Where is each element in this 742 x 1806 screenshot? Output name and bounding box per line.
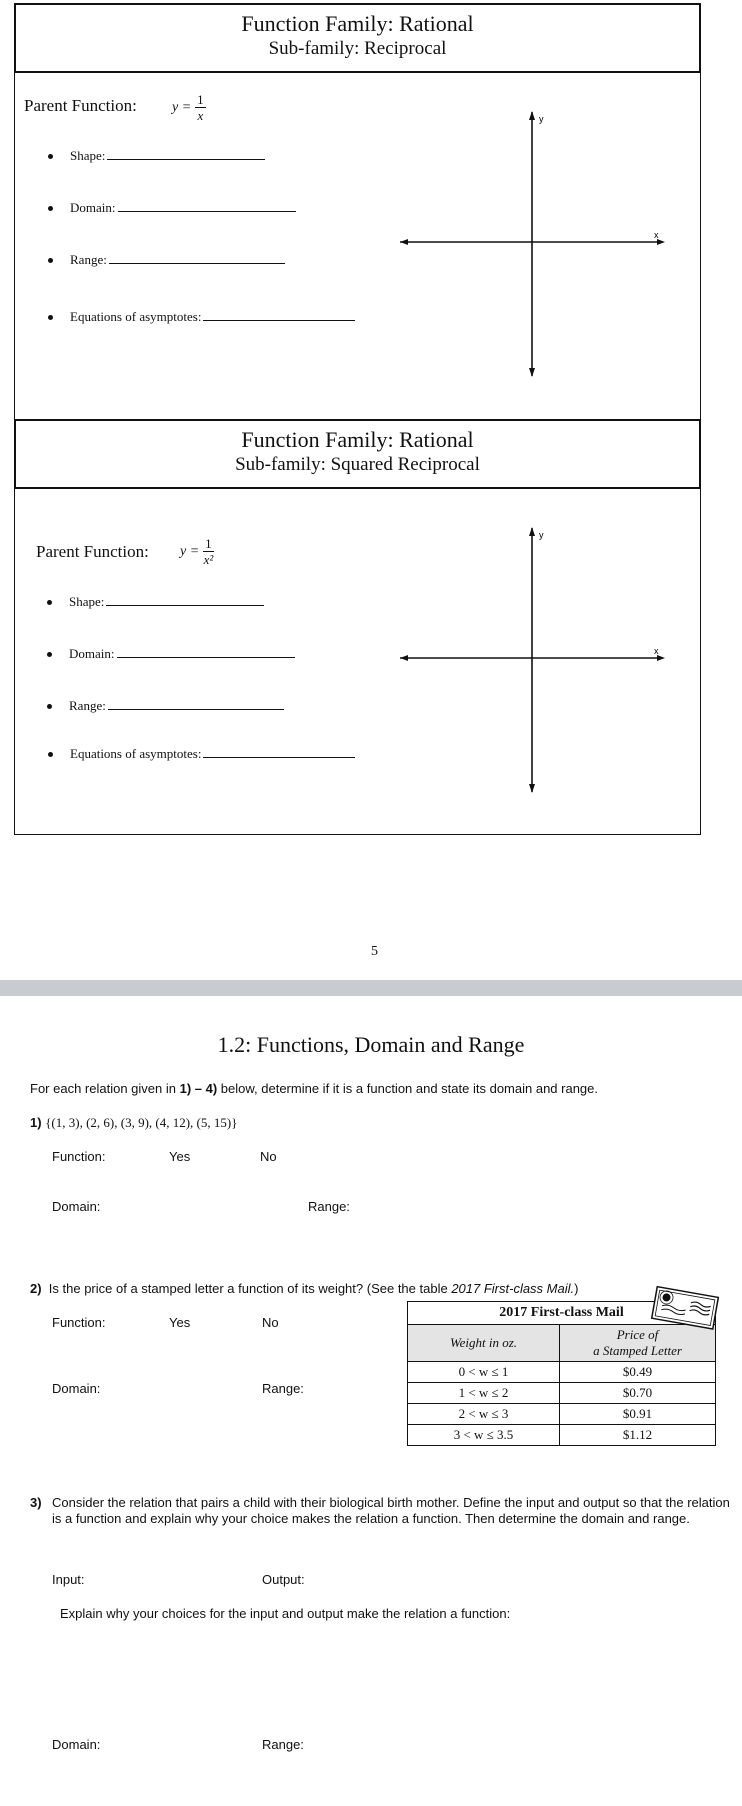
x-axis-label: x	[654, 230, 659, 240]
worksheet-page-6	[0, 996, 742, 1806]
question-text: Is the price of a stamped letter a function of its weight? (See the table	[48, 1281, 452, 1296]
price-column-header	[560, 1325, 716, 1362]
price-cell: $0.91	[560, 1404, 716, 1425]
coordinate-axes	[396, 524, 670, 796]
function-label: Function:	[52, 1149, 106, 1164]
fraction-denominator: x²	[203, 552, 214, 567]
table-row	[408, 1404, 716, 1425]
question-1	[30, 1115, 237, 1131]
bullet-icon	[47, 600, 52, 605]
domain-label: Domain:	[70, 200, 116, 215]
domain-label: Domain:	[52, 1199, 101, 1214]
domain-item	[70, 200, 296, 216]
weight-column-header: Weight in oz.	[408, 1325, 560, 1362]
output-label: Output:	[262, 1572, 305, 1587]
range-label: Range:	[69, 698, 106, 713]
parent-function-label: Parent Function:	[36, 542, 149, 561]
domain-answer-line[interactable]	[118, 210, 296, 212]
domain-label: Domain:	[52, 1737, 101, 1752]
squared-reciprocal-header	[14, 419, 701, 489]
fraction-numerator: 1	[197, 92, 204, 107]
fraction-denominator: x	[197, 108, 204, 123]
yes-option[interactable]: Yes	[169, 1149, 191, 1164]
no-option[interactable]: No	[262, 1315, 279, 1330]
domain-label: Domain:	[52, 1381, 101, 1396]
shape-label: Shape:	[70, 148, 106, 163]
weight-cell: 3 < w ≤ 3.5	[408, 1425, 560, 1446]
question-2	[30, 1281, 578, 1296]
asymptotes-item	[70, 309, 355, 325]
shape-label: Shape:	[69, 594, 105, 609]
shape-item	[69, 594, 264, 610]
weight-cell: 2 < w ≤ 3	[408, 1404, 560, 1425]
x-axis-left-arrow	[400, 239, 408, 245]
range-label: Range:	[308, 1199, 350, 1214]
bullet-icon	[48, 315, 53, 320]
range-label: Range:	[70, 252, 107, 267]
y-axis-label: y	[539, 530, 544, 540]
table-reference: 2017 First-class Mail.	[451, 1281, 575, 1296]
family-title: Function Family: Rational	[241, 11, 474, 36]
question-number: 1)	[30, 1115, 42, 1130]
instructions	[30, 1081, 598, 1096]
asymptotes-item	[70, 746, 355, 762]
question-text-end: )	[574, 1281, 579, 1296]
page-title: 1.2: Functions, Domain and Range	[217, 1032, 525, 1057]
equation-lhs: y =	[172, 100, 192, 116]
shape-answer-line[interactable]	[107, 158, 265, 160]
instructions-text: For each relation given in	[30, 1081, 180, 1096]
table-header-row	[408, 1325, 716, 1362]
page-number: 5	[371, 944, 378, 959]
weight-cell: 1 < w ≤ 2	[408, 1383, 560, 1404]
y-axis-down-arrow	[529, 784, 535, 793]
relation-set: {(1, 3), (2, 6), (3, 9), (4, 12), (5, 15)}	[45, 1115, 238, 1130]
question-3-text: Consider the relation that pairs a child with their biological birth mother. Define the input and output so that the relation is a function and explain why your choice makes the relation a function. Then determine the domain and range.	[52, 1495, 730, 1526]
y-axis-label: y	[539, 114, 544, 124]
domain-label: Domain:	[69, 646, 115, 661]
equation-lhs: y =	[180, 544, 200, 560]
range-label: Range:	[262, 1737, 304, 1752]
coordinate-axes	[396, 108, 670, 380]
weight-cell: 0 < w ≤ 1	[408, 1362, 560, 1383]
fraction-numerator: 1	[205, 536, 212, 551]
bullet-icon	[47, 704, 52, 709]
table-row	[408, 1425, 716, 1446]
range-label: Range:	[262, 1381, 304, 1396]
range-answer-line[interactable]	[109, 262, 285, 264]
bullet-icon	[48, 154, 53, 159]
domain-item	[69, 646, 295, 662]
equation-fraction	[203, 536, 214, 567]
no-option[interactable]: No	[260, 1149, 277, 1164]
parent-function-equation	[180, 536, 214, 567]
y-axis-down-arrow	[529, 368, 535, 377]
bullet-icon	[48, 752, 53, 757]
range-item	[69, 698, 284, 714]
explain-prompt: Explain why your choices for the input and output make the relation a function:	[60, 1606, 511, 1621]
subfamily-title: Sub-family: Squared Reciprocal	[235, 454, 480, 475]
equation-fraction	[195, 92, 206, 123]
input-label: Input:	[52, 1572, 85, 1587]
question-number: 2)	[30, 1281, 42, 1296]
price-header-line-1: Price of	[616, 1327, 659, 1342]
price-header-line-2: a Stamped Letter	[593, 1343, 682, 1358]
function-label: Function:	[52, 1315, 106, 1330]
table-caption: 2017 First-class Mail	[408, 1302, 716, 1325]
yes-option[interactable]: Yes	[169, 1315, 191, 1330]
y-axis-up-arrow	[529, 527, 535, 536]
asymptotes-label: Equations of asymptotes:	[70, 309, 202, 324]
parent-function-equation	[172, 92, 206, 123]
bullet-icon	[47, 652, 52, 657]
shape-answer-line[interactable]	[106, 604, 264, 606]
x-axis-label: x	[654, 646, 659, 656]
price-cell: $0.70	[560, 1383, 716, 1404]
asymptotes-answer-line[interactable]	[203, 756, 355, 758]
parent-function-label: Parent Function:	[24, 96, 137, 115]
asymptotes-label: Equations of asymptotes:	[70, 746, 202, 761]
instructions-range: 1) – 4)	[179, 1081, 218, 1096]
range-item	[70, 252, 285, 268]
envelope-stamp-icon	[648, 1286, 724, 1330]
reciprocal-header	[14, 3, 701, 73]
question-3-number: 3)	[30, 1495, 42, 1510]
subfamily-title: Sub-family: Reciprocal	[268, 38, 447, 59]
shape-item	[70, 148, 265, 164]
range-answer-line[interactable]	[108, 708, 284, 710]
bullet-icon	[48, 206, 53, 211]
y-axis-up-arrow	[529, 111, 535, 120]
table-row	[408, 1362, 716, 1383]
price-cell: $0.49	[560, 1362, 716, 1383]
instructions-text-end: below, determine if it is a function and state its domain and range.	[217, 1081, 599, 1096]
table-row	[408, 1383, 716, 1404]
family-title: Function Family: Rational	[241, 427, 474, 452]
price-cell: $1.12	[560, 1425, 716, 1446]
asymptotes-answer-line[interactable]	[203, 319, 355, 321]
x-axis-left-arrow	[400, 655, 408, 661]
domain-answer-line[interactable]	[117, 656, 295, 658]
bullet-icon	[48, 258, 53, 263]
